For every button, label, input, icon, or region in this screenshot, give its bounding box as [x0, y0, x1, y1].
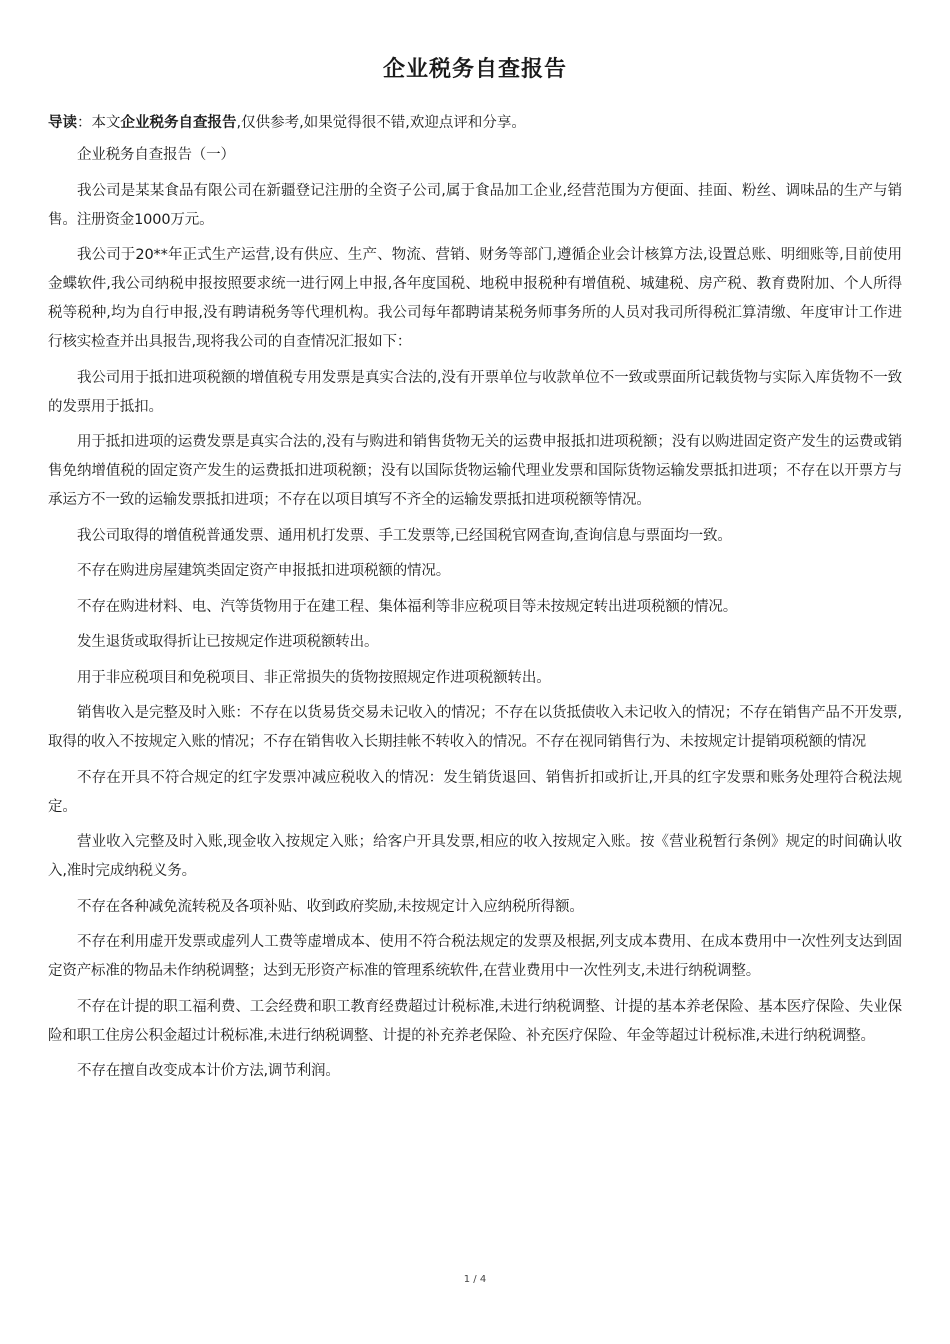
intro-bold-title: 企业税务自查报告: [120, 115, 237, 131]
paragraph: 不存在开具不符合规定的红字发票冲减应税收入的情况：发生销货退回、销售折扣或折让,开具的红字发票和账务处理符合税法规定。: [48, 769, 902, 815]
paragraph: 不存在擅自改变成本计价方法,调节利润。: [77, 1063, 340, 1079]
paragraph: 我公司用于抵扣进项税额的增值税专用发票是真实合法的,没有开票单位与收款单位不一致或票面所记载货物与实际入库货物不一致的发票用于抵扣。: [48, 369, 902, 415]
page-number: 1 / 4: [463, 1274, 487, 1285]
paragraph: 我公司取得的增值税普通发票、通用机打发票、手工发票等,已经国税官网查询,查询信息与票面均一致。: [77, 527, 732, 544]
section-heading: 企业税务自查报告（一）: [77, 147, 235, 163]
paragraph: 我公司于20**年正式生产运营,设有供应、生产、物流、营销、财务等部门,遵循企业会计核算方法,设置总账、明细账等,目前使用金蝶软件,我公司纳税申报按照要求统一进行网上申报,各年度国税、地税申报税种有增值税、城建税、房产税、教育费附加、个人所得税等税种,均为自行申报,没有聘请税务等代理机构。我公司每年都聘请某税务师事务所的人员对我司所得税汇算清缴、年度审计工作进行核实检查并出具报告,现将我公司的自查情况汇报如下：: [48, 247, 902, 350]
paragraph: 不存在购进房屋建筑类固定资产申报抵扣进项税额的情况。: [77, 563, 451, 579]
paragraph: 发生退货或取得折让已按规定作进项税额转出。: [77, 634, 379, 650]
document-page: [48, 52, 902, 1093]
paragraph: 销售收入是完整及时入账：不存在以货易货交易未记收入的情况；不存在以货抵债收入未记收入的情况；不存在销售产品不开发票,取得的收入不按规定入账的情况；不存在销售收入长期挂帐不转收入的情况。不存在视同销售行为、未按规定计提销项税额的情况: [48, 705, 902, 750]
page-title: 企业税务自查报告: [382, 57, 567, 82]
paragraph: 不存在各种减免流转税及各项补贴、收到政府奖励,未按规定计入应纳税所得额。: [77, 898, 584, 915]
paragraph: 用于抵扣进项的运费发票是真实合法的,没有与购进和销售货物无关的运费申报抵扣进项税额；没有以购进固定资产发生的运费或销售免纳增值税的固定资产发生的运费抵扣进项税额；没有以国际货物运输代理业发票和国际货物运输发票抵扣进项；不存在以开票方与承运方不一致的运输发票抵扣进项；不存在以项目填写不齐全的运输发票抵扣进项税额等情况。: [48, 434, 902, 508]
document-body: [48, 141, 902, 1086]
intro-rest: ,仅供参考,如果觉得很不错,欢迎点评和分享。: [236, 115, 526, 131]
paragraph: 用于非应税项目和免税项目、非正常损失的货物按照规定作进项税额转出。: [77, 669, 551, 686]
paragraph: 不存在利用虚开发票或虚列人工费等虚增成本、使用不符合税法规定的发票及根据,列支成本费用、在成本费用中一次性列支达到固定资产标准的物品未作纳税调整；达到无形资产标准的管理系统软件,在营业费用中一次性列支,未进行纳税调整。: [48, 934, 902, 979]
intro-separator: ：本文: [77, 115, 121, 131]
paragraph: 不存在购进材料、电、汽等货物用于在建工程、集体福利等非应税项目等未按规定转出进项税额的情况。: [77, 598, 738, 615]
paragraph: 不存在计提的职工福利费、工会经费和职工教育经费超过计税标准,未进行纳税调整、计提的基本养老保险、基本医疗保险、失业保险和职工住房公积金超过计税标准,未进行纳税调整、计提的补充养老保险、补充医疗保险、年金等超过计税标准,未进行纳税调整。: [48, 998, 902, 1044]
paragraph: 营业收入完整及时入账,现金收入按规定入账；给客户开具发票,相应的收入按规定入账。按《营业税暂行条例》规定的时间确认收入,准时完成纳税义务。: [48, 834, 902, 879]
paragraph: 我公司是某某食品有限公司在新疆登记注册的全资子公司,属于食品加工企业,经营范围为方便面、挂面、粉丝、调味品的生产与销售。注册资金1000万元。: [48, 182, 902, 228]
intro-line: [48, 110, 902, 137]
intro-label: 导读: [48, 115, 77, 131]
